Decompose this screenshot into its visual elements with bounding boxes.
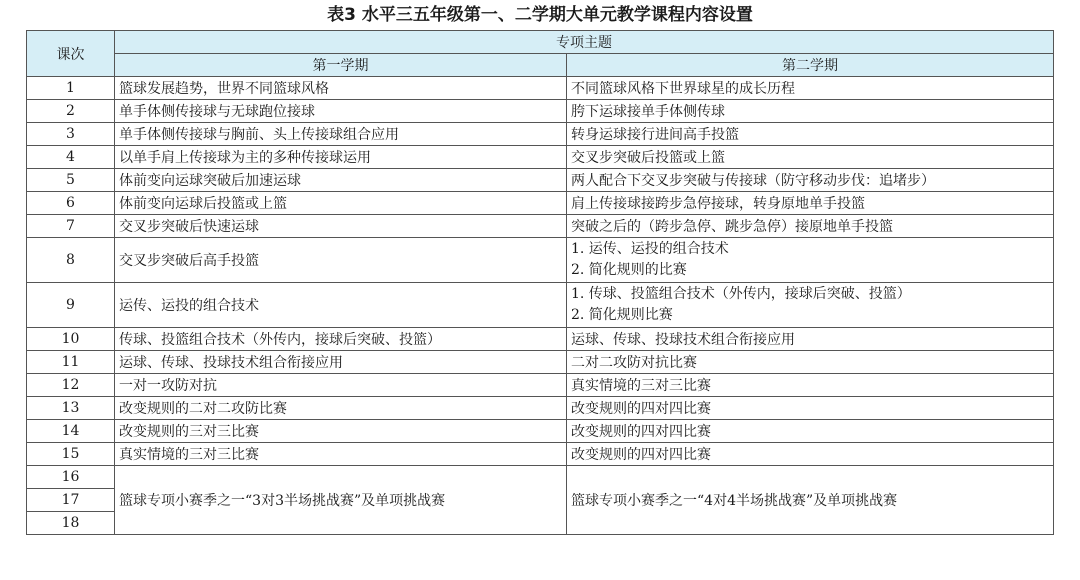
semester-1-cell: 交叉步突破后快速运球 [115,215,567,238]
header-topic-group: 专项主题 [115,31,1054,54]
cell-line: 1. 传球、投篮组合技术（外传内，接球后突破、投篮） [571,286,911,302]
semester-2-cell: 运球、传球、投球技术组合衔接应用 [567,328,1054,351]
semester-2-cell: 转身运球接行进间高手投篮 [567,123,1054,146]
semester-2-cell: 交叉步突破后投篮或上篮 [567,146,1054,169]
curriculum-table [26,30,1054,535]
lesson-number: 8 [27,238,115,283]
table-row [27,238,1054,283]
semester-1-cell: 单手体侧传接球与胸前、头上传接球组合应用 [115,123,567,146]
lesson-number: 18 [27,512,115,535]
cell-line: 2. 简化规则的比赛 [571,262,687,278]
semester-1-cell: 真实情境的三对三比赛 [115,443,567,466]
table-row [27,169,1054,192]
semester-2-cell: 真实情境的三对三比赛 [567,374,1054,397]
table-title: 表3 水平三五年级第一、二学期大单元教学课程内容设置 [327,5,753,25]
cell-line: 1. 运传、运投的组合技术 [571,241,729,257]
lesson-number: 3 [27,123,115,146]
semester-1-cell: 体前变向运球后投篮或上篮 [115,192,567,215]
table-row [27,146,1054,169]
table-row [27,328,1054,351]
semester-2-cell: 胯下运球接单手体侧传球 [567,100,1054,123]
semester-2-cell: 改变规则的四对四比赛 [567,443,1054,466]
lesson-number: 12 [27,374,115,397]
semester-1-cell: 交叉步突破后高手投篮 [115,238,567,283]
semester-1-cell: 改变规则的三对三比赛 [115,420,567,443]
semester-1-cell: 体前变向运球突破后加速运球 [115,169,567,192]
semester-1-merged-cell: 篮球专项小赛季之一“3对3半场挑战赛”及单项挑战赛 [115,466,567,535]
semester-2-cell: 不同篮球风格下世界球星的成长历程 [567,77,1054,100]
semester-2-cell: 肩上传接球接跨步急停接球，转身原地单手投篮 [567,192,1054,215]
semester-1-cell: 一对一攻防对抗 [115,374,567,397]
semester-2-merged-cell: 篮球专项小赛季之一“4对4半场挑战赛”及单项挑战赛 [567,466,1054,535]
semester-1-cell: 传球、投篮组合技术（外传内，接球后突破、投篮） [115,328,567,351]
semester-2-cell [567,283,1054,328]
semester-2-cell: 两人配合下交叉步突破与传接球（防守移动步伐：追堵步） [567,169,1054,192]
header-lesson: 课次 [27,31,115,77]
lesson-number: 7 [27,215,115,238]
table-row [27,123,1054,146]
lesson-number: 1 [27,77,115,100]
semester-1-cell: 改变规则的二对二攻防比赛 [115,397,567,420]
semester-1-cell: 运球、传球、投球技术组合衔接应用 [115,351,567,374]
table-row [27,420,1054,443]
table-row [27,351,1054,374]
table-row [27,100,1054,123]
lesson-number: 9 [27,283,115,328]
table-row [27,374,1054,397]
semester-2-cell: 改变规则的四对四比赛 [567,397,1054,420]
table-row [27,443,1054,466]
semester-2-cell: 二对二攻防对抗比赛 [567,351,1054,374]
semester-1-cell: 篮球发展趋势，世界不同篮球风格 [115,77,567,100]
table-row [27,215,1054,238]
semester-2-cell: 突破之后的（跨步急停、跳步急停）接原地单手投篮 [567,215,1054,238]
table-row [27,397,1054,420]
header-semester-2: 第二学期 [567,54,1054,77]
lesson-number: 5 [27,169,115,192]
lesson-number: 13 [27,397,115,420]
lesson-number: 14 [27,420,115,443]
lesson-number: 2 [27,100,115,123]
lesson-number: 6 [27,192,115,215]
lesson-number: 16 [27,466,115,489]
lesson-number: 15 [27,443,115,466]
header-semester-1: 第一学期 [115,54,567,77]
cell-line: 2. 简化规则比赛 [571,307,673,323]
table-row [27,77,1054,100]
semester-1-cell: 以单手肩上传接球为主的多种传接球运用 [115,146,567,169]
lesson-number: 17 [27,489,115,512]
table-row [27,192,1054,215]
table-row [27,466,1054,489]
semester-1-cell: 运传、运投的组合技术 [115,283,567,328]
semester-2-cell [567,238,1054,283]
lesson-number: 11 [27,351,115,374]
semester-2-cell: 改变规则的四对四比赛 [567,420,1054,443]
table-row [27,283,1054,328]
lesson-number: 10 [27,328,115,351]
semester-1-cell: 单手体侧传接球与无球跑位接球 [115,100,567,123]
lesson-number: 4 [27,146,115,169]
